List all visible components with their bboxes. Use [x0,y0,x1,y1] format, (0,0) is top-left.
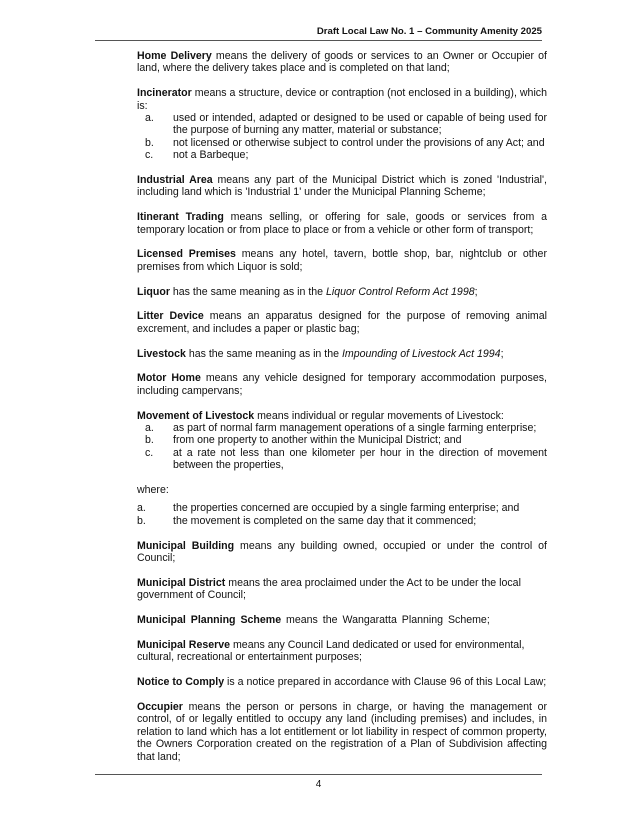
list-item [137,149,547,161]
list-item [137,422,547,434]
definition-movement-of-livestock [137,410,547,422]
definition-text: means a structure, device or contraption (not enclosed in a building), which is: [137,87,547,112]
list-item [137,447,547,472]
list-marker: a. [137,502,146,515]
where-label: where: [137,484,169,497]
definition-licensed-premises [137,248,547,273]
list-item [137,112,547,137]
footer-divider [95,774,542,775]
definition-municipal-district [137,577,547,602]
definition-term: Liquor [137,285,170,298]
act-title: Impounding of Livestock Act 1994 [341,347,501,360]
definition-text: means any Council Land dedicated or used for environmental, cultural, recreational or entertainment purposes; [137,638,525,664]
definition-municipal-planning-scheme [137,614,547,626]
definition-text: ; [500,347,504,360]
definition-occupier [137,701,547,763]
page-number: 4 [315,779,322,790]
definition-term: Litter Device [137,310,204,323]
definition-text: has the same meaning as in the [185,347,342,360]
definition-term: Home Delivery [137,50,212,62]
definition-term: Movement of Livestock [137,409,255,422]
list-item-text: not a Barbeque; [173,149,249,162]
list-item-text: not licensed or otherwise subject to control under the provisions of any Act; and [173,136,545,149]
definition-incinerator [137,87,547,112]
definition-notice-to-comply [137,676,547,688]
list-item [137,515,547,527]
definition-term: Municipal Planning Scheme [137,614,282,627]
definition-text: has the same meaning as in the [169,285,327,298]
list-item-text: from one property to another within the Municipal District; and [173,434,462,447]
list-marker: a. [145,422,154,435]
list-item-text: the movement is completed on the same day that it commenced; [173,514,477,527]
list-marker: a. [145,112,154,125]
definition-term: Motor Home [137,372,201,385]
list-item-text: used or intended, adapted or designed to be used or capable of being used for the purpose of burning any matter, material or substance; [173,112,547,137]
definition-text: means any hotel, tavern, bottle shop, bar, nightclub or other premises from which Liquor is sold; [137,248,547,273]
definition-motor-home [137,372,547,397]
definition-term: Incinerator [137,87,192,100]
definition-itinerant-trading [137,211,547,236]
list-marker: b. [145,136,154,149]
list-item-text: the properties concerned are occupied by a single farming enterprise; and [173,502,520,515]
definition-text: means the area proclaimed under the Act to be under the local government of Council; [137,576,521,602]
definition-text: means the delivery of goods or services to an Owner or Occupier of land, where the delivery takes place and is completed on that land; [137,50,547,75]
definition-municipal-building [137,540,547,565]
list-marker: c. [145,446,154,459]
definition-home-delivery [137,50,547,75]
definition-industrial-area [137,174,547,199]
definition-litter-device [137,310,547,335]
list-item [137,137,547,149]
list-item-text: at a rate not less than one kilometer per hour in the direction of movement between the properties, [173,446,547,472]
definition-term: Municipal Building [137,539,235,552]
definition-municipal-reserve [137,639,547,664]
list-item [137,434,547,446]
definition-term: Municipal District [137,576,226,589]
list-marker: b. [145,434,154,447]
act-title: Liquor Control Reform Act 1998 [326,285,475,298]
movement-list [137,422,547,472]
definitions-body [137,50,547,775]
definition-text: means individual or regular movements of Livestock: [254,409,504,422]
definition-text: is a notice prepared in accordance with Clause 96 of this Local Law; [224,676,547,689]
definition-term: Itinerant Trading [137,211,224,224]
definition-text: means the Wangaratta Planning Scheme; [281,614,490,627]
incinerator-list [137,112,547,162]
definition-livestock [137,348,547,360]
definition-text: means an apparatus designed for the purpose of removing animal excrement, and includes a paper or plastic bag; [137,310,548,335]
definition-liquor [137,286,547,298]
definition-text: means the person or persons in charge, or having the management or control, of or legally entitled to occupy any land (including premises) and includes, in relation to land which has a lot entitlement or lot liability in respect of common property, the Owners Corporation created on the registration of a Plan of Subdivision affecting that land; [137,700,547,763]
list-item [137,502,547,514]
definition-text: means any part of the Municipal District which is zoned 'Industrial', including land which is 'Industrial 1' under the Municipal Planning Scheme; [137,174,547,199]
definition-term: Licensed Premises [137,248,236,261]
list-marker: c. [145,149,154,162]
where-list [137,502,547,527]
definition-text: means any vehicle designed for temporary accommodation purposes, including campervans; [137,372,547,397]
list-marker: b. [137,514,146,527]
document-header: Draft Local Law No. 1 – Community Amenity 2025 [95,26,542,41]
definition-term: Notice to Comply [137,676,225,689]
definition-text: means any building owned, occupied or under the control of Council; [137,539,547,565]
definition-term: Occupier [137,700,183,713]
definition-text: ; [474,285,478,298]
list-item-text: as part of normal farm management operations of a single farming enterprise; [173,422,537,435]
definition-term: Livestock [137,347,186,360]
definition-term: Municipal Reserve [137,638,231,651]
definition-term: Industrial Area [137,174,213,187]
definition-text: means selling, or offering for sale, goods or services from a temporary location or from place to place or from a vehicle or other form of transport; [137,211,547,236]
